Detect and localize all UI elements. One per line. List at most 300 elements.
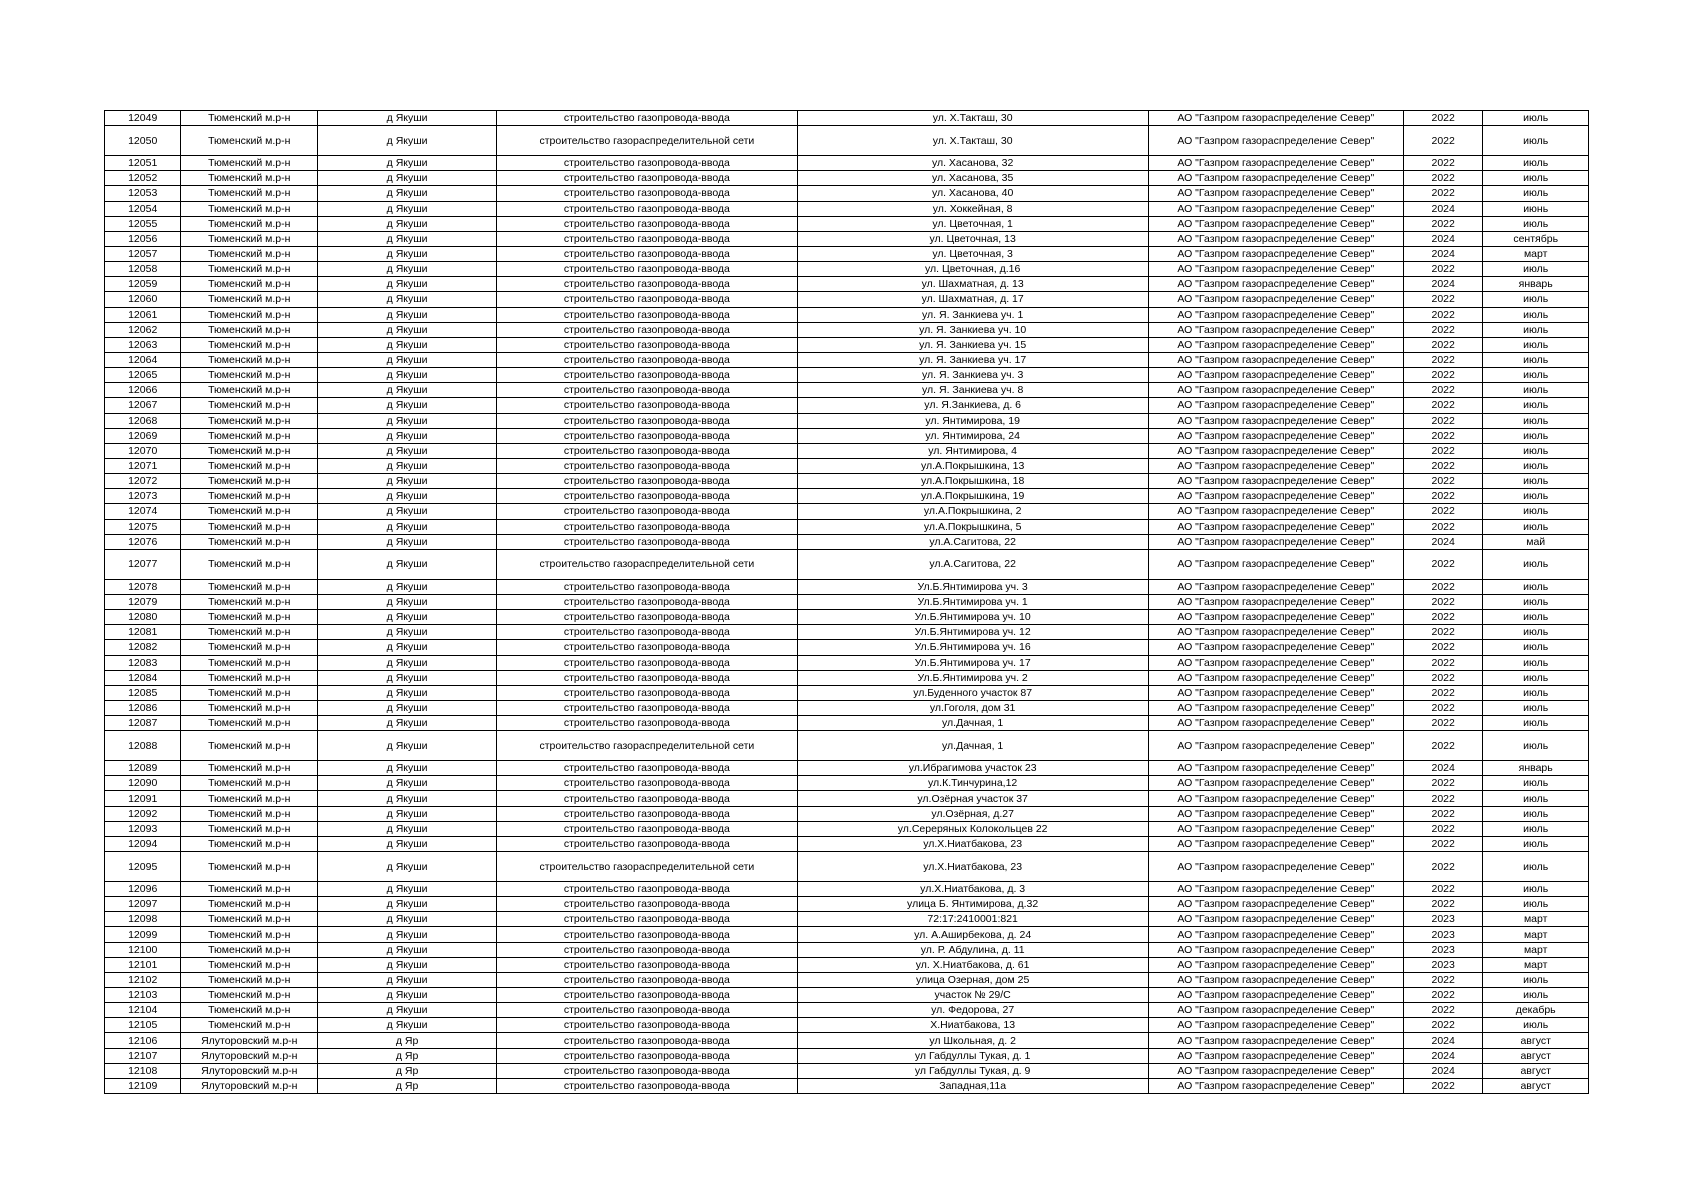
table-row	[105, 610, 1589, 625]
address-cell: ул.Озёрная участок 37	[797, 791, 1148, 806]
table-row	[105, 398, 1589, 413]
organization-cell: АО "Газпром газораспределение Север"	[1148, 761, 1403, 776]
work-type-cell: строительство газопровода-ввода	[497, 201, 798, 216]
row-number: 12063	[105, 337, 181, 352]
row-number: 12081	[105, 625, 181, 640]
work-type-cell: строительство газопровода-ввода	[497, 988, 798, 1003]
work-type-cell: строительство газопровода-ввода	[497, 262, 798, 277]
work-type-cell: строительство газопровода-ввода	[497, 383, 798, 398]
district-cell: Тюменский м.р-н	[181, 897, 318, 912]
year-cell: 2022	[1403, 504, 1482, 519]
district-cell: Тюменский м.р-н	[181, 791, 318, 806]
row-number: 12055	[105, 216, 181, 231]
organization-cell: АО "Газпром газораспределение Север"	[1148, 610, 1403, 625]
year-cell: 2022	[1403, 383, 1482, 398]
table-row	[105, 700, 1589, 715]
table-row	[105, 836, 1589, 851]
row-number: 12088	[105, 731, 181, 761]
work-type-cell: строительство газораспределительной сети	[497, 852, 798, 882]
settlement-cell: д Якуши	[318, 246, 497, 261]
table-row	[105, 489, 1589, 504]
district-cell: Тюменский м.р-н	[181, 504, 318, 519]
row-number: 12097	[105, 897, 181, 912]
settlement-cell: д Якуши	[318, 443, 497, 458]
month-cell: март	[1483, 957, 1589, 972]
year-cell: 2022	[1403, 398, 1482, 413]
settlement-cell: д Якуши	[318, 428, 497, 443]
organization-cell: АО "Газпром газораспределение Север"	[1148, 443, 1403, 458]
organization-cell: АО "Газпром газораспределение Север"	[1148, 579, 1403, 594]
year-cell: 2022	[1403, 716, 1482, 731]
month-cell: июль	[1483, 594, 1589, 609]
year-cell: 2022	[1403, 156, 1482, 171]
year-cell: 2022	[1403, 216, 1482, 231]
organization-cell: АО "Газпром газораспределение Север"	[1148, 111, 1403, 126]
work-type-cell: строительство газопровода-ввода	[497, 111, 798, 126]
row-number: 12060	[105, 292, 181, 307]
year-cell: 2023	[1403, 957, 1482, 972]
year-cell: 2022	[1403, 670, 1482, 685]
work-type-cell: строительство газопровода-ввода	[497, 186, 798, 201]
address-cell: Ул.Б.Янтимирова уч. 17	[797, 655, 1148, 670]
table-row	[105, 216, 1589, 231]
month-cell: август	[1483, 1078, 1589, 1093]
settlement-cell: д Якуши	[318, 836, 497, 851]
address-cell: ул.А.Сагитова, 22	[797, 534, 1148, 549]
organization-cell: АО "Газпром газораспределение Север"	[1148, 821, 1403, 836]
settlement-cell: д Якуши	[318, 972, 497, 987]
district-cell: Тюменский м.р-н	[181, 594, 318, 609]
month-cell: июль	[1483, 428, 1589, 443]
address-cell: ул.А.Покрышкина, 19	[797, 489, 1148, 504]
row-number: 12109	[105, 1078, 181, 1093]
row-number: 12059	[105, 277, 181, 292]
district-cell: Тюменский м.р-н	[181, 972, 318, 987]
row-number: 12068	[105, 413, 181, 428]
table-row	[105, 1048, 1589, 1063]
table-row	[105, 988, 1589, 1003]
work-type-cell: строительство газопровода-ввода	[497, 277, 798, 292]
table-row	[105, 322, 1589, 337]
organization-cell: АО "Газпром газораспределение Север"	[1148, 1063, 1403, 1078]
month-cell: июль	[1483, 836, 1589, 851]
settlement-cell: д Якуши	[318, 126, 497, 156]
district-cell: Ялуторовский м.р-н	[181, 1063, 318, 1078]
work-type-cell: строительство газопровода-ввода	[497, 791, 798, 806]
address-cell: ул.Озёрная, д.27	[797, 806, 1148, 821]
address-cell: ул. Х.Ниатбакова, д. 61	[797, 957, 1148, 972]
table-row	[105, 1063, 1589, 1078]
address-cell: улица Озерная, дом 25	[797, 972, 1148, 987]
table-row	[105, 458, 1589, 473]
district-cell: Тюменский м.р-н	[181, 821, 318, 836]
work-type-cell: строительство газопровода-ввода	[497, 594, 798, 609]
organization-cell: АО "Газпром газораспределение Север"	[1148, 942, 1403, 957]
work-type-cell: строительство газопровода-ввода	[497, 534, 798, 549]
organization-cell: АО "Газпром газораспределение Север"	[1148, 126, 1403, 156]
organization-cell: АО "Газпром газораспределение Север"	[1148, 262, 1403, 277]
district-cell: Тюменский м.р-н	[181, 731, 318, 761]
organization-cell: АО "Газпром газораспределение Север"	[1148, 1078, 1403, 1093]
settlement-cell: д Яр	[318, 1063, 497, 1078]
row-number: 12104	[105, 1003, 181, 1018]
year-cell: 2022	[1403, 171, 1482, 186]
month-cell: март	[1483, 927, 1589, 942]
year-cell: 2022	[1403, 988, 1482, 1003]
year-cell: 2022	[1403, 731, 1482, 761]
settlement-cell: д Якуши	[318, 489, 497, 504]
district-cell: Тюменский м.р-н	[181, 307, 318, 322]
row-number: 12098	[105, 912, 181, 927]
work-type-cell: строительство газопровода-ввода	[497, 156, 798, 171]
month-cell: август	[1483, 1033, 1589, 1048]
organization-cell: АО "Газпром газораспределение Север"	[1148, 292, 1403, 307]
settlement-cell: д Якуши	[318, 156, 497, 171]
month-cell: март	[1483, 912, 1589, 927]
organization-cell: АО "Газпром газораспределение Север"	[1148, 957, 1403, 972]
row-number: 12062	[105, 322, 181, 337]
month-cell: июль	[1483, 655, 1589, 670]
table-row	[105, 1003, 1589, 1018]
month-cell: январь	[1483, 277, 1589, 292]
settlement-cell: д Якуши	[318, 413, 497, 428]
row-number: 12074	[105, 504, 181, 519]
row-number: 12087	[105, 716, 181, 731]
organization-cell: АО "Газпром газораспределение Север"	[1148, 852, 1403, 882]
settlement-cell: д Якуши	[318, 231, 497, 246]
organization-cell: АО "Газпром газораспределение Север"	[1148, 594, 1403, 609]
year-cell: 2022	[1403, 126, 1482, 156]
organization-cell: АО "Газпром газораспределение Север"	[1148, 474, 1403, 489]
work-type-cell: строительство газопровода-ввода	[497, 821, 798, 836]
row-number: 12107	[105, 1048, 181, 1063]
work-type-cell: строительство газопровода-ввода	[497, 670, 798, 685]
address-cell: ул. Шахматная, д. 17	[797, 292, 1148, 307]
row-number: 12092	[105, 806, 181, 821]
work-type-cell: строительство газопровода-ввода	[497, 957, 798, 972]
organization-cell: АО "Газпром газораспределение Север"	[1148, 413, 1403, 428]
month-cell: июль	[1483, 443, 1589, 458]
district-cell: Тюменский м.р-н	[181, 912, 318, 927]
work-type-cell: строительство газопровода-ввода	[497, 368, 798, 383]
year-cell: 2024	[1403, 1048, 1482, 1063]
year-cell: 2024	[1403, 201, 1482, 216]
address-cell: ул. Янтимирова, 19	[797, 413, 1148, 428]
work-type-cell: строительство газопровода-ввода	[497, 337, 798, 352]
organization-cell: АО "Газпром газораспределение Север"	[1148, 549, 1403, 579]
year-cell: 2022	[1403, 836, 1482, 851]
settlement-cell: д Яр	[318, 1033, 497, 1048]
month-cell: июль	[1483, 821, 1589, 836]
year-cell: 2022	[1403, 443, 1482, 458]
work-type-cell: строительство газопровода-ввода	[497, 655, 798, 670]
address-cell: ул.Гоголя, дом 31	[797, 700, 1148, 715]
settlement-cell: д Якуши	[318, 504, 497, 519]
table-row	[105, 957, 1589, 972]
year-cell: 2022	[1403, 610, 1482, 625]
row-number: 12090	[105, 776, 181, 791]
work-type-cell: строительство газораспределительной сети	[497, 549, 798, 579]
address-cell: Ул.Б.Янтимирова уч. 1	[797, 594, 1148, 609]
organization-cell: АО "Газпром газораспределение Север"	[1148, 383, 1403, 398]
row-number: 12065	[105, 368, 181, 383]
year-cell: 2022	[1403, 1078, 1482, 1093]
row-number: 12089	[105, 761, 181, 776]
organization-cell: АО "Газпром газораспределение Север"	[1148, 927, 1403, 942]
district-cell: Тюменский м.р-н	[181, 957, 318, 972]
address-cell: Ул.Б.Янтимирова уч. 10	[797, 610, 1148, 625]
table-row	[105, 685, 1589, 700]
table-row	[105, 882, 1589, 897]
district-cell: Тюменский м.р-н	[181, 398, 318, 413]
work-type-cell: строительство газопровода-ввода	[497, 972, 798, 987]
table-row	[105, 640, 1589, 655]
district-cell: Тюменский м.р-н	[181, 489, 318, 504]
row-number: 12102	[105, 972, 181, 987]
month-cell: июль	[1483, 988, 1589, 1003]
year-cell: 2023	[1403, 912, 1482, 927]
month-cell: июль	[1483, 610, 1589, 625]
address-cell: ул Габдуллы Тукая, д. 9	[797, 1063, 1148, 1078]
district-cell: Тюменский м.р-н	[181, 337, 318, 352]
year-cell: 2022	[1403, 352, 1482, 367]
table-row	[105, 776, 1589, 791]
year-cell: 2024	[1403, 761, 1482, 776]
month-cell: сентябрь	[1483, 231, 1589, 246]
month-cell: декабрь	[1483, 1003, 1589, 1018]
district-cell: Тюменский м.р-н	[181, 1003, 318, 1018]
district-cell: Тюменский м.р-н	[181, 201, 318, 216]
work-type-cell: строительство газопровода-ввода	[497, 776, 798, 791]
district-cell: Тюменский м.р-н	[181, 836, 318, 851]
district-cell: Тюменский м.р-н	[181, 383, 318, 398]
district-cell: Тюменский м.р-н	[181, 610, 318, 625]
year-cell: 2022	[1403, 625, 1482, 640]
district-cell: Тюменский м.р-н	[181, 413, 318, 428]
district-cell: Тюменский м.р-н	[181, 156, 318, 171]
year-cell: 2022	[1403, 428, 1482, 443]
month-cell: июль	[1483, 322, 1589, 337]
work-type-cell: строительство газопровода-ввода	[497, 1078, 798, 1093]
address-cell: участок № 29/С	[797, 988, 1148, 1003]
row-number: 12095	[105, 852, 181, 882]
work-type-cell: строительство газопровода-ввода	[497, 912, 798, 927]
table-row	[105, 413, 1589, 428]
month-cell: март	[1483, 942, 1589, 957]
row-number: 12093	[105, 821, 181, 836]
organization-cell: АО "Газпром газораспределение Север"	[1148, 625, 1403, 640]
year-cell: 2022	[1403, 897, 1482, 912]
address-cell: улица Б. Янтимирова, д.32	[797, 897, 1148, 912]
settlement-cell: д Якуши	[318, 292, 497, 307]
settlement-cell: д Якуши	[318, 927, 497, 942]
year-cell: 2024	[1403, 246, 1482, 261]
row-number: 12094	[105, 836, 181, 851]
row-number: 12071	[105, 458, 181, 473]
district-cell: Тюменский м.р-н	[181, 700, 318, 715]
address-cell: ул.Х.Ниатбакова, 23	[797, 836, 1148, 851]
organization-cell: АО "Газпром газораспределение Север"	[1148, 277, 1403, 292]
settlement-cell: д Якуши	[318, 352, 497, 367]
month-cell: июль	[1483, 171, 1589, 186]
address-cell: ул. Я. Занкиева уч. 1	[797, 307, 1148, 322]
work-type-cell: строительство газопровода-ввода	[497, 428, 798, 443]
row-number: 12076	[105, 534, 181, 549]
district-cell: Тюменский м.р-н	[181, 368, 318, 383]
settlement-cell: д Якуши	[318, 685, 497, 700]
organization-cell: АО "Газпром газораспределение Север"	[1148, 186, 1403, 201]
settlement-cell: д Якуши	[318, 277, 497, 292]
address-cell: Х.Ниатбакова, 13	[797, 1018, 1148, 1033]
settlement-cell: д Якуши	[318, 1018, 497, 1033]
organization-cell: АО "Газпром газораспределение Север"	[1148, 489, 1403, 504]
settlement-cell: д Якуши	[318, 655, 497, 670]
settlement-cell: д Якуши	[318, 519, 497, 534]
address-cell: ул. Я. Занкиева уч. 10	[797, 322, 1148, 337]
row-number: 12085	[105, 685, 181, 700]
settlement-cell: д Якуши	[318, 670, 497, 685]
district-cell: Тюменский м.р-н	[181, 640, 318, 655]
district-cell: Тюменский м.р-н	[181, 655, 318, 670]
table-row	[105, 1078, 1589, 1093]
work-type-cell: строительство газопровода-ввода	[497, 216, 798, 231]
work-type-cell: строительство газопровода-ввода	[497, 806, 798, 821]
district-cell: Тюменский м.р-н	[181, 519, 318, 534]
row-number: 12101	[105, 957, 181, 972]
address-cell: ул. Х.Такташ, 30	[797, 111, 1148, 126]
row-number: 12103	[105, 988, 181, 1003]
month-cell: июль	[1483, 685, 1589, 700]
district-cell: Тюменский м.р-н	[181, 549, 318, 579]
month-cell: июль	[1483, 731, 1589, 761]
year-cell: 2024	[1403, 1033, 1482, 1048]
organization-cell: АО "Газпром газораспределение Север"	[1148, 352, 1403, 367]
month-cell: июль	[1483, 413, 1589, 428]
year-cell: 2022	[1403, 685, 1482, 700]
organization-cell: АО "Газпром газораспределение Север"	[1148, 700, 1403, 715]
settlement-cell: д Якуши	[318, 761, 497, 776]
table-row	[105, 942, 1589, 957]
district-cell: Тюменский м.р-н	[181, 443, 318, 458]
table-row	[105, 534, 1589, 549]
address-cell: ул Габдуллы Тукая, д. 1	[797, 1048, 1148, 1063]
year-cell: 2022	[1403, 307, 1482, 322]
month-cell: июль	[1483, 156, 1589, 171]
district-cell: Ялуторовский м.р-н	[181, 1033, 318, 1048]
year-cell: 2022	[1403, 882, 1482, 897]
organization-cell: АО "Газпром газораспределение Север"	[1148, 307, 1403, 322]
year-cell: 2023	[1403, 942, 1482, 957]
table-row	[105, 171, 1589, 186]
year-cell: 2022	[1403, 186, 1482, 201]
table-row	[105, 821, 1589, 836]
year-cell: 2022	[1403, 1018, 1482, 1033]
organization-cell: АО "Газпром газораспределение Север"	[1148, 1048, 1403, 1063]
row-number: 12108	[105, 1063, 181, 1078]
district-cell: Тюменский м.р-н	[181, 1018, 318, 1033]
row-number: 12070	[105, 443, 181, 458]
organization-cell: АО "Газпром газораспределение Север"	[1148, 156, 1403, 171]
address-cell: Ул.Б.Янтимирова уч. 3	[797, 579, 1148, 594]
address-cell: ул. Цветочная, 13	[797, 231, 1148, 246]
settlement-cell: д Якуши	[318, 337, 497, 352]
address-cell: ул.А.Покрышкина, 2	[797, 504, 1148, 519]
table-row	[105, 972, 1589, 987]
data-table	[104, 110, 1589, 1094]
district-cell: Тюменский м.р-н	[181, 322, 318, 337]
work-type-cell: строительство газопровода-ввода	[497, 307, 798, 322]
work-type-cell: строительство газопровода-ввода	[497, 836, 798, 851]
table-row	[105, 1018, 1589, 1033]
settlement-cell: д Якуши	[318, 383, 497, 398]
row-number: 12054	[105, 201, 181, 216]
address-cell: ул.К.Тинчурина,12	[797, 776, 1148, 791]
year-cell: 2022	[1403, 519, 1482, 534]
organization-cell: АО "Газпром газораспределение Север"	[1148, 519, 1403, 534]
row-number: 12082	[105, 640, 181, 655]
organization-cell: АО "Газпром газораспределение Север"	[1148, 231, 1403, 246]
work-type-cell: строительство газопровода-ввода	[497, 897, 798, 912]
row-number: 12086	[105, 700, 181, 715]
row-number: 12049	[105, 111, 181, 126]
district-cell: Тюменский м.р-н	[181, 277, 318, 292]
month-cell: июль	[1483, 111, 1589, 126]
address-cell: ул. Я. Занкиева уч. 8	[797, 383, 1148, 398]
address-cell: ул.А.Покрышкина, 13	[797, 458, 1148, 473]
address-cell: ул Школьная, д. 2	[797, 1033, 1148, 1048]
year-cell: 2022	[1403, 806, 1482, 821]
settlement-cell: д Якуши	[318, 988, 497, 1003]
settlement-cell: д Яр	[318, 1078, 497, 1093]
organization-cell: АО "Газпром газораспределение Север"	[1148, 988, 1403, 1003]
organization-cell: АО "Газпром газораспределение Север"	[1148, 458, 1403, 473]
organization-cell: АО "Газпром газораспределение Север"	[1148, 428, 1403, 443]
row-number: 12080	[105, 610, 181, 625]
year-cell: 2022	[1403, 549, 1482, 579]
work-type-cell: строительство газопровода-ввода	[497, 489, 798, 504]
month-cell: июль	[1483, 882, 1589, 897]
month-cell: июль	[1483, 776, 1589, 791]
year-cell: 2022	[1403, 458, 1482, 473]
month-cell: июль	[1483, 307, 1589, 322]
year-cell: 2023	[1403, 927, 1482, 942]
district-cell: Тюменский м.р-н	[181, 927, 318, 942]
table-row	[105, 383, 1589, 398]
month-cell: июль	[1483, 186, 1589, 201]
organization-cell: АО "Газпром газораспределение Север"	[1148, 398, 1403, 413]
table-row	[105, 655, 1589, 670]
settlement-cell: д Якуши	[318, 549, 497, 579]
organization-cell: АО "Газпром газораспределение Север"	[1148, 897, 1403, 912]
year-cell: 2024	[1403, 534, 1482, 549]
settlement-cell: д Якуши	[318, 716, 497, 731]
settlement-cell: д Якуши	[318, 852, 497, 882]
year-cell: 2022	[1403, 791, 1482, 806]
address-cell: ул. Хасанова, 40	[797, 186, 1148, 201]
row-number: 12052	[105, 171, 181, 186]
month-cell: июль	[1483, 1018, 1589, 1033]
year-cell: 2022	[1403, 111, 1482, 126]
address-cell: Ул.Б.Янтимирова уч. 16	[797, 640, 1148, 655]
table-row	[105, 443, 1589, 458]
address-cell: ул.Х.Ниатбакова, 23	[797, 852, 1148, 882]
month-cell: июль	[1483, 383, 1589, 398]
district-cell: Ялуторовский м.р-н	[181, 1078, 318, 1093]
organization-cell: АО "Газпром газораспределение Север"	[1148, 1033, 1403, 1048]
settlement-cell: д Якуши	[318, 111, 497, 126]
work-type-cell: строительство газопровода-ввода	[497, 398, 798, 413]
table-row	[105, 504, 1589, 519]
